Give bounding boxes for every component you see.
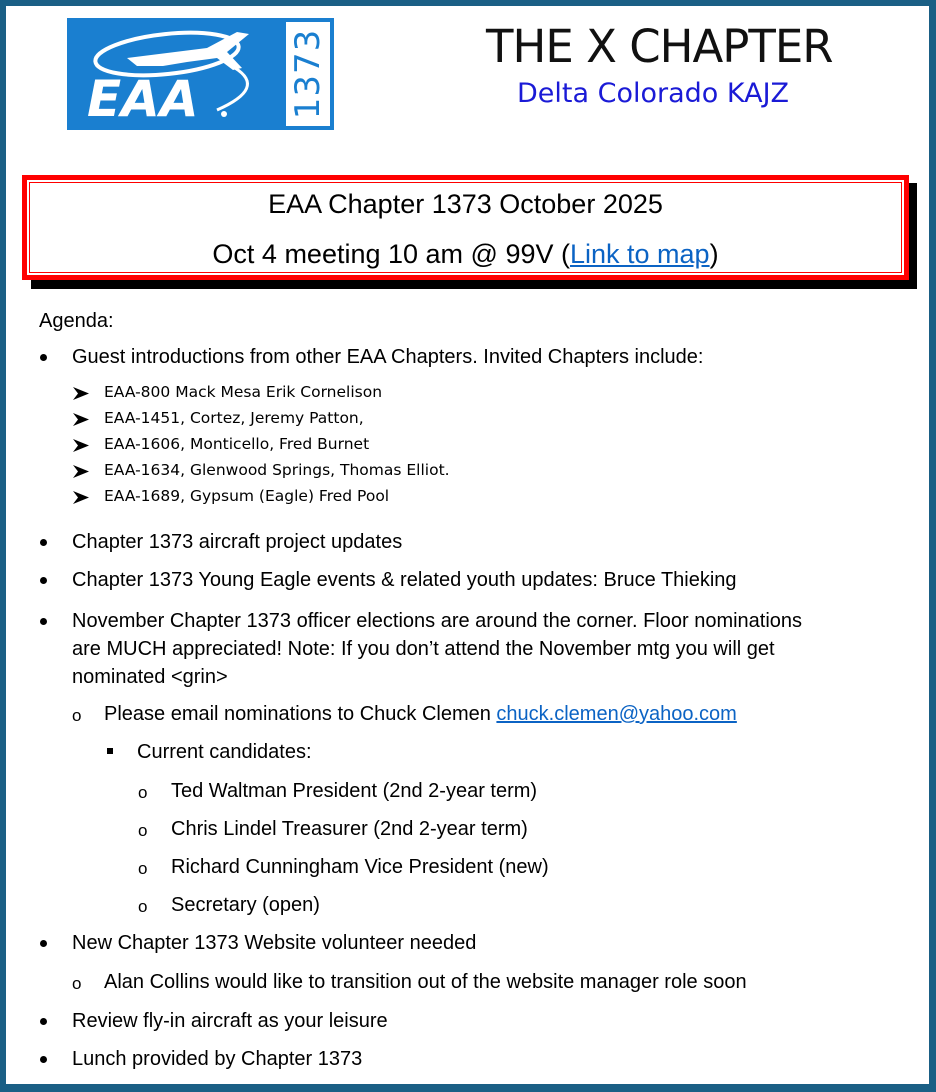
circle-bullet-icon: o (72, 974, 82, 993)
candidate-item: Secretary (open) (171, 894, 320, 916)
agenda-item-projects: Chapter 1373 aircraft project updates (72, 531, 403, 553)
circle-bullet-icon: o (72, 706, 82, 725)
circle-bullet-icon: o (138, 821, 148, 840)
bullet-icon (40, 577, 47, 584)
agenda-item-lunch: Lunch provided by Chapter 1373 (72, 1048, 363, 1070)
email-link[interactable]: chuck.clemen@yahoo.com (496, 703, 737, 725)
meeting-details-close: ) (709, 239, 719, 269)
bullet-icon (40, 940, 47, 947)
agenda-item-website-sub: Alan Collins would like to transition out of the website manager role soon (104, 971, 747, 993)
chapter-item: EAA-1689, Gypsum (Eagle) Fred Pool (104, 487, 390, 505)
meeting-details-text: Oct 4 meeting 10 am @ 99V ( (212, 239, 570, 269)
agenda-item-elections-line3: nominated <grin> (72, 666, 228, 688)
agenda-item-elections-line1: November Chapter 1373 officer elections are around the corner. Floor nominations (72, 610, 803, 632)
arrow-bullet-icon (73, 413, 89, 426)
square-bullet-icon (107, 748, 113, 754)
airplane-swoosh-icon (67, 18, 285, 130)
chapter-number-badge (285, 21, 331, 127)
agenda-item-fly-in: Review fly-in aircraft as your leisure (72, 1010, 388, 1032)
agenda-heading: Agenda: (39, 310, 114, 332)
candidate-item: Ted Waltman President (2nd 2-year term) (171, 780, 538, 802)
map-link[interactable]: Link to map (570, 239, 710, 269)
meeting-notice-box (22, 175, 909, 280)
chapter-number: 1373 (288, 28, 328, 120)
newsletter-subtitle: Delta Colorado KAJZ (517, 78, 790, 109)
agenda-item-elections-line2: are MUCH appreciated! Note: If you don’t attend the November mtg you will get (72, 638, 775, 660)
agenda-item-website: New Chapter 1373 Website volunteer needed (72, 932, 477, 954)
circle-bullet-icon: o (138, 897, 148, 916)
agenda-item-young-eagles: Chapter 1373 Young Eagle events & related youth updates: Bruce Thieking (72, 569, 737, 591)
bullet-icon (40, 354, 47, 361)
chapter-item: EAA-1634, Glenwood Springs, Thomas Elliot. (104, 461, 450, 479)
bullet-icon (40, 1018, 47, 1025)
circle-bullet-icon: o (138, 859, 148, 878)
bullet-icon (40, 618, 47, 625)
arrow-bullet-icon (73, 387, 89, 400)
candidate-item: Chris Lindel Treasurer (2nd 2-year term) (171, 818, 528, 840)
newsletter-title: THE X CHAPTER (486, 20, 833, 73)
agenda-item-guests: Guest introductions from other EAA Chapters. Invited Chapters include: (72, 346, 704, 368)
chapter-item: EAA-800 Mack Mesa Erik Cornelison (104, 383, 383, 401)
candidate-item: Richard Cunningham Vice President (new) (171, 856, 549, 878)
notice-title: EAA Chapter 1373 October 2025 (268, 189, 663, 219)
candidates-heading: Current candidates: (137, 741, 312, 763)
bullet-icon (40, 1056, 47, 1063)
eaa-logo (67, 18, 334, 130)
chapter-item: EAA-1606, Monticello, Fred Burnet (104, 435, 370, 453)
meeting-details (27, 241, 904, 268)
bullet-icon (40, 539, 47, 546)
arrow-bullet-icon (73, 439, 89, 452)
chapter-item: EAA-1451, Cortez, Jeremy Patton, (104, 409, 364, 427)
arrow-bullet-icon (73, 465, 89, 478)
svg-text:EAA: EAA (87, 70, 199, 128)
arrow-bullet-icon (73, 491, 89, 504)
email-nominations-text: Please email nominations to Chuck Clemen (104, 703, 497, 725)
email-nominations (104, 704, 737, 724)
circle-bullet-icon: o (138, 783, 148, 802)
